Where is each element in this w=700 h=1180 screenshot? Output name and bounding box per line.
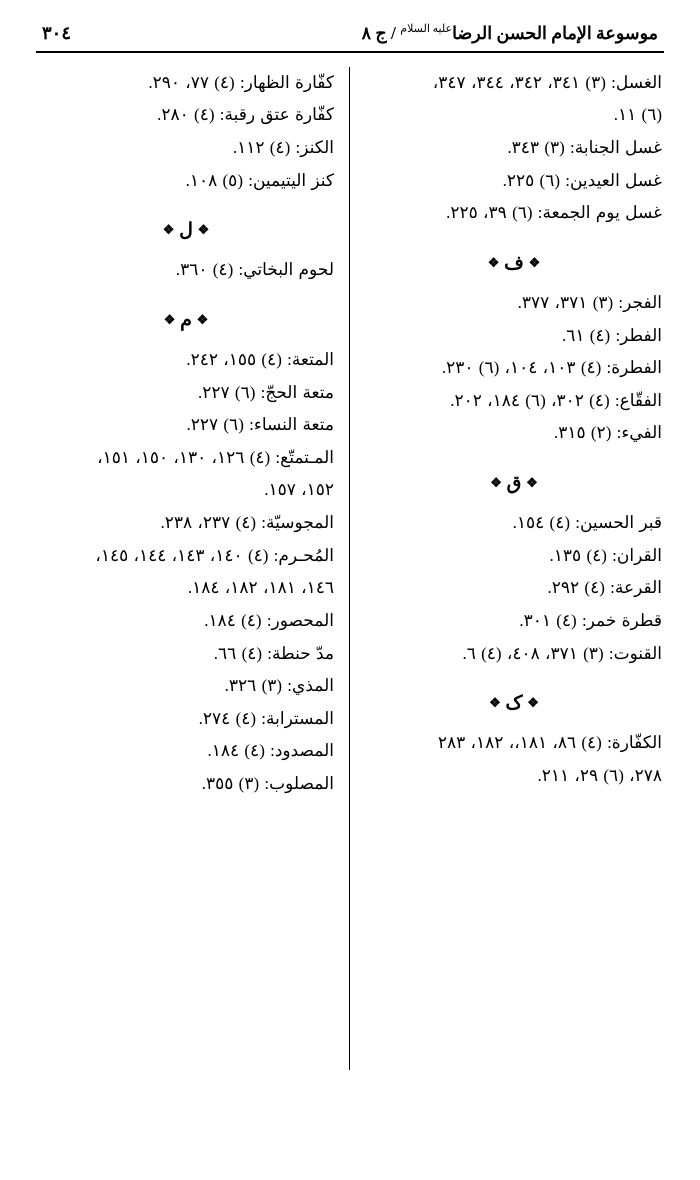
index-entry: ١٤٦، ١٨١، ١٨٢، ١٨٤. — [187, 578, 334, 598]
index-entry: المجوسيّة: (٤) ٢٣٧، ٢٣٨. — [160, 513, 334, 533]
page-number: ٣٠٤ — [42, 22, 72, 43]
index-entry: الكنز: (٤) ١١٢. — [232, 138, 334, 158]
letter-heading-label: م — [180, 309, 192, 331]
index-entry: ٢٧٨، (٦) ٢٩، ٢١١. — [537, 765, 662, 785]
index-entry: الفقّاع: (٤) ٣٠٢، (٦) ١٨٤، ٢٠٢. — [450, 390, 662, 410]
volume-label: / ج ٨ — [361, 22, 401, 43]
index-entry: الفجر: (٣) ٣٧١، ٣٧٧. — [517, 292, 662, 312]
index-entry: القران: (٤) ١٣٥. — [549, 545, 662, 565]
index-entry: ١٥٢، ١٥٧. — [264, 480, 334, 500]
index-entry: غسل يوم الجمعة: (٦) ٣٩، ٢٢٥. — [446, 203, 662, 223]
index-entry: غسل العيدين: (٦) ٢٢٥. — [502, 170, 662, 190]
ornament-right-icon: ❖ — [528, 254, 541, 270]
index-entry: مدّ حنطة: (٤) ٦٦. — [213, 643, 334, 663]
index-entry: المحصور: (٤) ١٨٤. — [204, 610, 334, 630]
ornament-right-icon: ❖ — [527, 695, 539, 711]
index-entry: الفطرة: (٤) ١٠٣، ١٠٤، (٦) ٢٣٠. — [441, 358, 662, 378]
letter-heading-label: ل — [179, 220, 193, 242]
letter-heading-label: ق — [506, 473, 522, 495]
index-entry: غسل الجنابة: (٣) ٣٤٣. — [507, 138, 662, 158]
ornament-right-icon: ❖ — [196, 311, 209, 327]
index-entry: متعة الحجّ: (٦) ٢٢٧. — [197, 382, 334, 402]
letter-heading — [366, 692, 662, 715]
column-divider — [349, 67, 350, 1070]
index-entry: متعة النساء: (٦) ٢٢٧. — [186, 415, 334, 435]
ornament-right-icon: ❖ — [197, 222, 210, 238]
index-entry: المـتمتّع: (٤) ١٢٦، ١٣٠، ١٥٠، ١٥١، — [97, 447, 334, 467]
index-entry: المصدود: (٤) ١٨٤. — [207, 741, 334, 761]
ornament-right-icon: ❖ — [526, 475, 538, 491]
letter-heading-label: ف — [504, 252, 524, 274]
index-entry: قطرة خمر: (٤) ٣٠١. — [519, 610, 662, 630]
ornament-left-icon: ❖ — [162, 222, 175, 238]
index-entry: القرعة: (٤) ٢٩٢. — [547, 578, 662, 598]
index-entry: كنز اليتيمين: (٥) ١٠٨. — [185, 170, 334, 190]
page-header — [36, 22, 664, 44]
letter-heading — [38, 219, 334, 242]
header-divider — [36, 51, 664, 53]
index-entry: القنوت: (٣) ٣٧١، ٤٠٨، (٤) ٦. — [462, 643, 662, 663]
index-entry: (٦) ١١. — [613, 105, 662, 125]
index-entry: كفّارة الظهار: (٤) ٧٧، ٢٩٠. — [148, 72, 334, 92]
ornament-left-icon: ❖ — [490, 475, 502, 491]
letter-heading — [38, 309, 334, 332]
book-title — [362, 22, 658, 44]
index-entry: الغسل: (٣) ٣٤١، ٣٤٢، ٣٤٤، ٣٤٧، — [432, 72, 662, 92]
ornament-left-icon: ❖ — [163, 311, 176, 327]
index-entry: كفّارة عتق رقبة: (٤) ٢٨٠. — [157, 105, 334, 125]
index-column-right — [350, 67, 664, 1067]
index-entry: المصلوب: (٣) ٣٥٥. — [201, 774, 334, 794]
index-entry: المذي: (٣) ٣٢٦. — [224, 676, 334, 696]
index-entry: الفطر: (٤) ٦١. — [561, 325, 662, 345]
book-title-text: موسوعة الإمام الحسن الرضا — [452, 22, 658, 43]
index-entry: قبر الحسين: (٤) ١٥٤. — [512, 513, 662, 533]
index-column-left — [36, 67, 350, 1067]
index-body — [36, 67, 664, 1067]
letter-heading-label: ک — [505, 693, 523, 715]
ornament-left-icon: ❖ — [489, 695, 501, 711]
index-entry: المُحـرم: (٤) ١٤٠، ١٤٣، ١٤٤، ١٤٥، — [95, 545, 334, 565]
letter-heading — [366, 252, 662, 275]
letter-heading — [366, 472, 662, 495]
index-entry: الفيء: (٢) ٣١٥. — [553, 423, 662, 443]
honorific-ornament: عليه السلام — [400, 23, 453, 35]
index-entry: المتعة: (٤) ١٥٥، ٢٤٢. — [186, 349, 334, 369]
ornament-left-icon: ❖ — [487, 254, 500, 270]
index-entry: لحوم البخاتي: (٤) ٣٦٠. — [175, 260, 334, 280]
index-entry: المسترابة: (٤) ٢٧٤. — [198, 708, 334, 728]
index-entry: الكفّارة: (٤) ٨٦، ١٨١،، ١٨٢، ٢٨٣ — [437, 733, 662, 753]
